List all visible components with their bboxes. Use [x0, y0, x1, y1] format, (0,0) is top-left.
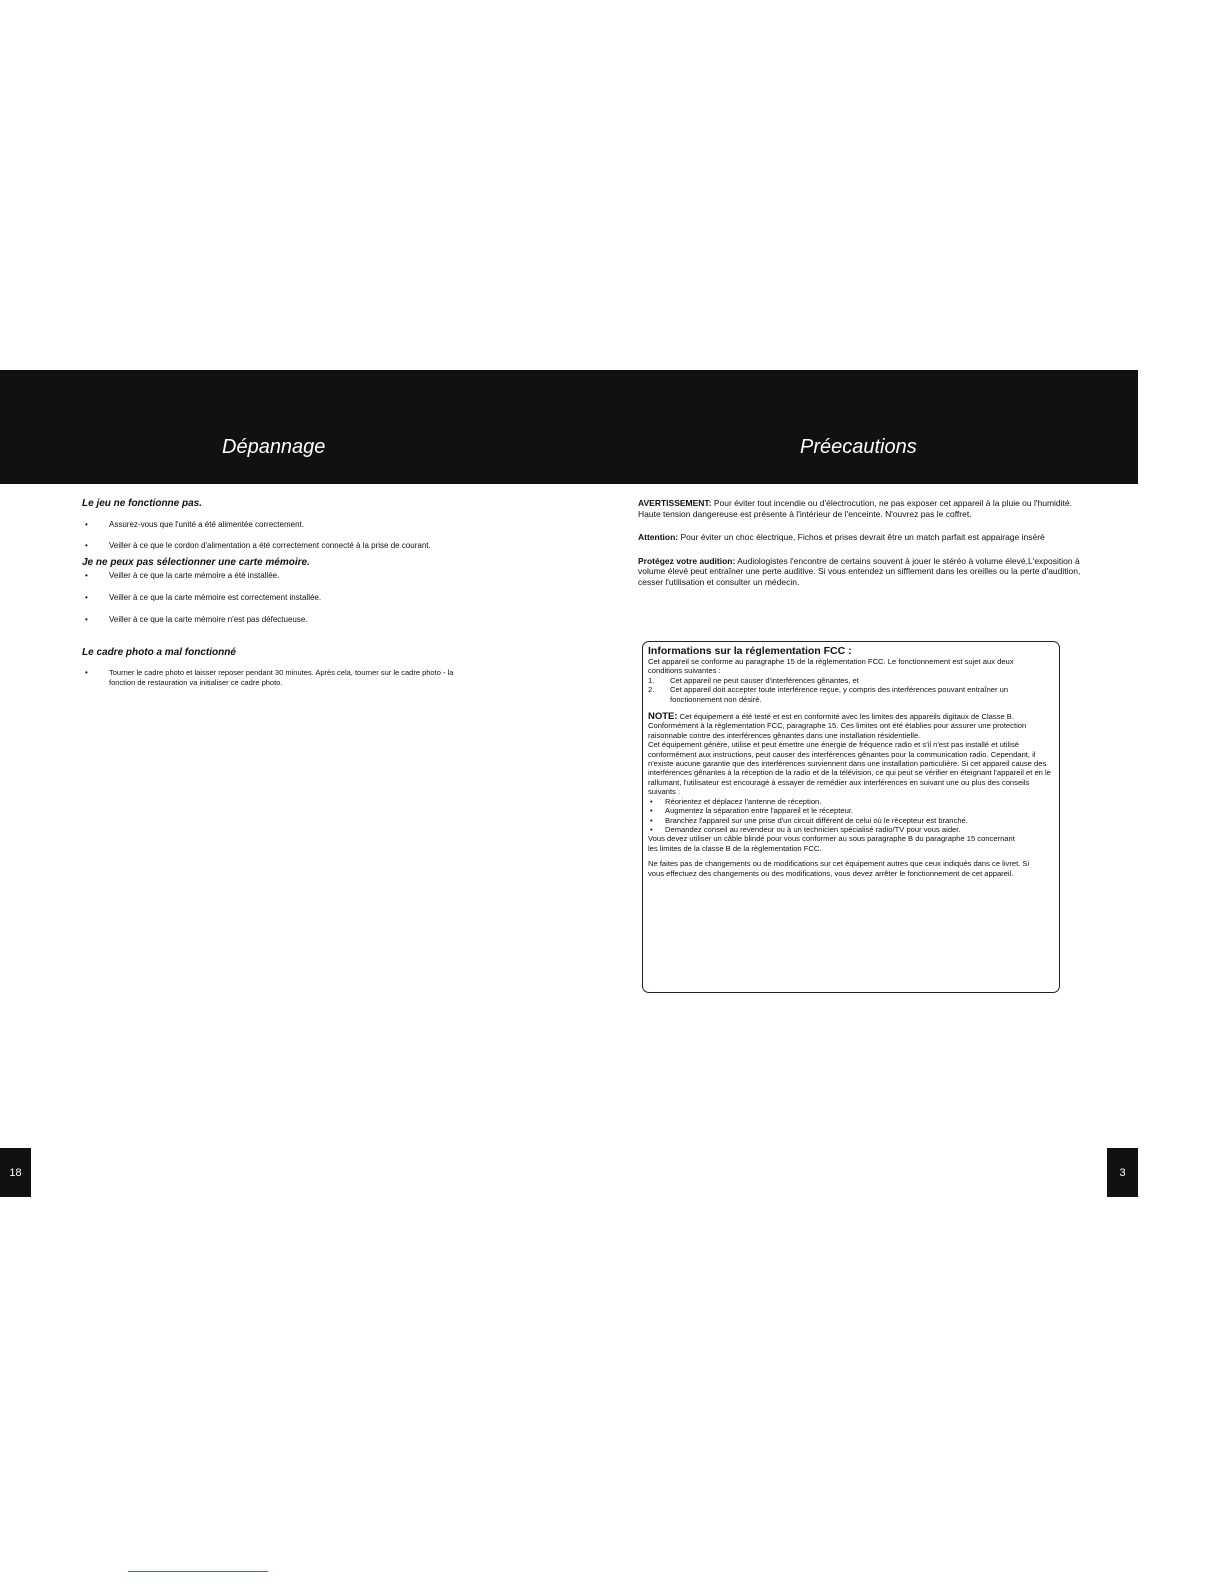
note-label: NOTE:	[648, 711, 678, 723]
section-heading: Je ne peux pas sélectionner une carte mémoire.	[82, 557, 310, 568]
note-text: Cet équipement a été testé et est en conformité avec les limites des appareils digitaux de Classe B. Conformément à la règlementation FCC, paragraphe 15. Ces limites ont été établies pour assurer une protection raisonnable contre des interférences gênantes dans une installation résidentielle.	[648, 712, 1027, 740]
fcc-note	[648, 712, 1059, 740]
bullet-list	[82, 571, 482, 625]
fcc-condition	[648, 676, 1059, 685]
right-page-title: Préecautions	[800, 436, 917, 458]
list-item: • Augmentez la séparation entre l'appareil et le récepteur.	[648, 806, 1059, 815]
list-item: • Veiller à ce que la carte mémoire a été installée.	[82, 571, 482, 581]
page-number-left: 18	[0, 1148, 31, 1197]
condition-number: 2.	[648, 685, 655, 695]
list-item: • Veiller à ce que la carte mémoire est correctement installée.	[82, 593, 482, 603]
hearing-paragraph	[638, 556, 1088, 588]
condition-number: 1.	[648, 675, 655, 685]
precautions-column	[638, 498, 1088, 600]
list-item: • Veiller à ce que la carte mémoire n'est pas défectueuse.	[82, 615, 482, 625]
bottom-rule	[128, 1571, 268, 1572]
fcc-cable: Vous devez utiliser un câble blindé pour vous conformer au sous paragraphe B du paragraphe 15 concernant les limites de la classe B de la règlementation FCC.	[648, 834, 1015, 853]
fcc-condition	[648, 685, 1059, 704]
list-item: • Réorientez et déplacez l'antenne de réception.	[648, 797, 1059, 806]
section-heading: Le cadre photo a mal fonctionné	[82, 647, 236, 658]
list-item: • Veiller à ce que le cordon d'alimentation a été correctement connecté à la prise de courant.	[82, 541, 449, 551]
condition-text: Cet appareil ne peut causer d'interférences gênantes, et	[670, 675, 859, 685]
bullet-list	[82, 668, 482, 687]
list-item: • Branchez l'appareil sur une prise d'un circuit différent de celui où le récepteur est branché.	[648, 816, 1005, 825]
fcc-paragraph: Cet équipement génère, utilise et peut émettre une énergie de fréquence radio et s'il n'est pas installé et utilisé conformément aux instructions, peut causer des interférences gênantes pour la communication radio. Cependant, il n'existe aucune garantie que des interférences surviennent dans une installation particulière. Si cet appareil cause des interférences gênantes à la réception de la radio et de la télévision, ce qui peut se vérifier en éteignant l'appareil et en le rallumant, l'utilisateur est encouragé à essayer de remédier aux interférences en suivant une ou plus des conseils suivants :	[648, 740, 1051, 797]
list-item: • Tourner le cadre photo et laisser reposer pendant 30 minutes. Après cela, tourner sur le cadre photo - la fonction de restauration va initialiser ce cadre photo.	[82, 668, 469, 687]
fcc-tips-list	[648, 797, 1059, 835]
left-page-title: Dépannage	[222, 436, 326, 458]
attention-label: Attention:	[638, 532, 679, 542]
fcc-intro: Cet appareil se conforme au paragraphe 15 de la règlementation FCC. Le fonctionnement est sujet aux deux conditions suivantes :	[648, 657, 1014, 676]
page-number-right: 3	[1107, 1148, 1138, 1197]
list-item: • Assurez-vous que l'unité a été alimentée correctement.	[82, 520, 482, 530]
hearing-text: Audiologistes l'encontre de certains souvent à jouer le stéréo à volume élevé,L'exposition à volume élevé peut entraîner une perte auditive. Si vous entendez un sifflement dans les oreilles ou la perte d'audition, cesser l'utilisation et consulter un médecin.	[638, 555, 1081, 587]
warning-label: AVERTISSEMENT:	[638, 498, 712, 508]
attention-paragraph	[638, 532, 1058, 543]
fcc-final: Ne faites pas de changements ou de modifications sur cet équipement autres que ceux indiqués dans ce livret. Si vous effectuez des changements ou des modifications, vous devez arrêter le fonctionnement de cet appareil.	[648, 859, 1030, 878]
warning-paragraph	[638, 498, 1088, 519]
troubleshooting-column	[82, 498, 482, 687]
header-bar	[0, 370, 1138, 484]
list-item: • Demandez conseil au revendeur ou à un technicien spécialisé radio/TV pour vous aider.	[648, 825, 1005, 834]
fcc-information-box	[642, 641, 1060, 993]
condition-text: Cet appareil doit accepter toute interférence reçue, y compris des interférences pouvant entraîner un fonctionnement non désiré.	[670, 685, 1009, 704]
fcc-title: Informations sur la réglementation FCC :	[648, 645, 852, 657]
attention-text: Pour éviter un choc électrique, Fichos et prises devrait être un match parfait est appairage inséré	[678, 532, 1045, 542]
hearing-label: Protégez votre audition:	[638, 555, 736, 566]
warning-text: Pour éviter tout incendie ou d'électrocution, ne pas exposer cet appareil à la pluie ou l'humidité. Haute tension dangereuse est présente à l'intérieur de l'enceinte. N'ouvrez pas le coffret.	[638, 498, 1072, 519]
section-heading: Le jeu ne fonctionne pas.	[82, 498, 203, 509]
bullet-list	[82, 520, 482, 551]
